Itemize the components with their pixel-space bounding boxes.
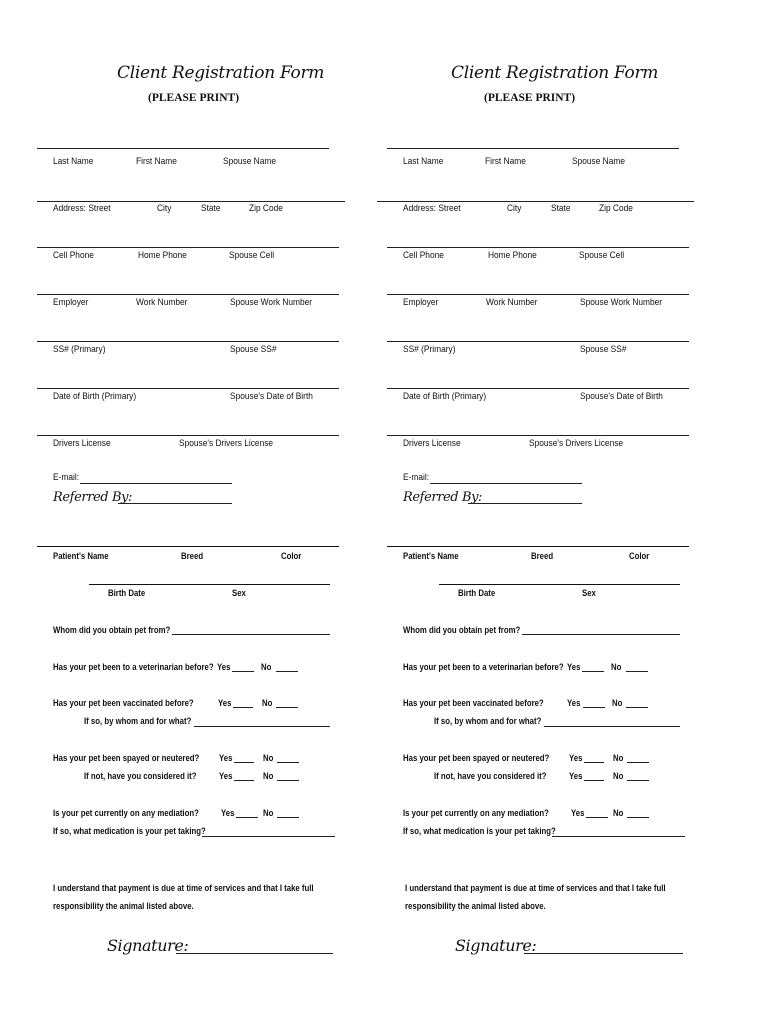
spouse-name-label: Spouse Name xyxy=(223,156,276,167)
color-label: Color xyxy=(281,551,302,562)
state-label: State xyxy=(201,203,221,214)
referred-by-field[interactable] xyxy=(118,503,232,504)
spouse-ss-label: Spouse SS# xyxy=(230,344,277,355)
patients-name-label: Patient's Name xyxy=(53,551,109,562)
spayed-yes-label: Yes xyxy=(219,753,233,764)
email-label: E-mail: xyxy=(53,472,80,483)
vaccinated-whom-field[interactable] xyxy=(194,726,330,727)
form-title: Client Registration Form xyxy=(117,63,325,83)
vet-yes-field[interactable] xyxy=(232,671,254,672)
medication-no-label: No xyxy=(263,808,274,819)
cell-phone-label: Cell Phone xyxy=(53,250,94,261)
medication-no-field[interactable] xyxy=(627,817,649,818)
signature-label: Signature: xyxy=(455,936,537,955)
first-name-label: First Name xyxy=(136,156,177,167)
vaccinated-label: Has your pet been vaccinated before? xyxy=(403,698,544,709)
vaccinated-whom-label: If so, by whom and for what? xyxy=(434,716,542,727)
spayed-yes-label: Yes xyxy=(569,753,583,764)
sex-label: Sex xyxy=(232,588,246,599)
employer-line[interactable] xyxy=(37,294,339,295)
birth-date-line[interactable] xyxy=(89,584,330,585)
address-line[interactable] xyxy=(377,201,694,202)
referred-by-label: Referred By: xyxy=(53,490,133,505)
email-field[interactable] xyxy=(80,483,232,484)
referred-by-label: Referred By: xyxy=(403,490,483,505)
medication-what-field[interactable] xyxy=(552,836,685,837)
spayed-no-field[interactable] xyxy=(627,762,649,763)
medication-what-label: If so, what medication is your pet taking? xyxy=(403,826,556,837)
spouse-cell-label: Spouse Cell xyxy=(579,250,625,261)
home-phone-label: Home Phone xyxy=(488,250,537,261)
work-number-label: Work Number xyxy=(486,297,538,308)
medication-yes-field[interactable] xyxy=(236,817,258,818)
vaccinated-yes-label: Yes xyxy=(567,698,581,709)
form-subtitle: (PLEASE PRINT) xyxy=(148,92,240,104)
medication-what-label: If so, what medication is your pet taking? xyxy=(53,826,206,837)
considered-yes-label: Yes xyxy=(569,771,583,782)
vet-before-label: Has your pet been to a veterinarian before? xyxy=(53,662,214,673)
agreement-line1: I understand that payment is due at time of services and that I take full xyxy=(53,883,314,894)
birth-date-label: Birth Date xyxy=(458,588,496,599)
ss-line[interactable] xyxy=(387,341,689,342)
sex-label: Sex xyxy=(582,588,596,599)
vaccinated-whom-label: If so, by whom and for what? xyxy=(84,716,192,727)
considered-label: If not, have you considered it? xyxy=(84,771,197,782)
form-title: Client Registration Form xyxy=(451,63,659,83)
spouse-drivers-license-label: Spouse's Drivers License xyxy=(529,438,624,449)
considered-yes-field[interactable] xyxy=(584,780,604,781)
email-field[interactable] xyxy=(430,483,582,484)
spouse-drivers-license-label: Spouse's Drivers License xyxy=(179,438,274,449)
license-line[interactable] xyxy=(37,435,339,436)
vet-yes-field[interactable] xyxy=(582,671,604,672)
birth-date-label: Birth Date xyxy=(108,588,146,599)
spayed-yes-field[interactable] xyxy=(234,762,254,763)
spayed-yes-field[interactable] xyxy=(584,762,604,763)
vet-before-label: Has your pet been to a veterinarian before? xyxy=(403,662,564,673)
breed-label: Breed xyxy=(531,551,554,562)
medication-no-field[interactable] xyxy=(277,817,299,818)
vet-no-label: No xyxy=(261,662,272,673)
address-street-label: Address: Street xyxy=(403,203,461,214)
color-label: Color xyxy=(629,551,650,562)
spayed-label: Has your pet been spayed or neutered? xyxy=(53,753,200,764)
dob-line[interactable] xyxy=(37,388,339,389)
signature-field[interactable] xyxy=(524,953,683,954)
spayed-label: Has your pet been spayed or neutered? xyxy=(403,753,550,764)
form-subtitle: (PLEASE PRINT) xyxy=(484,92,576,104)
medication-yes-label: Yes xyxy=(221,808,235,819)
spouse-dob-label: Spouse's Date of Birth xyxy=(580,391,663,402)
agreement-line2: responsibility the animal listed above. xyxy=(53,901,194,912)
vaccinated-no-label: No xyxy=(262,698,273,709)
medication-yes-field[interactable] xyxy=(586,817,608,818)
home-phone-label: Home Phone xyxy=(138,250,187,261)
dob-line[interactable] xyxy=(387,388,689,389)
ss-primary-label: SS# (Primary) xyxy=(403,344,456,355)
spouse-cell-label: Spouse Cell xyxy=(229,250,275,261)
ss-primary-label: SS# (Primary) xyxy=(53,344,106,355)
referred-by-field[interactable] xyxy=(468,503,582,504)
employer-label: Employer xyxy=(403,297,439,308)
dob-primary-label: Date of Birth (Primary) xyxy=(53,391,137,402)
last-name-label: Last Name xyxy=(403,156,444,167)
license-line[interactable] xyxy=(387,435,689,436)
signature-field[interactable] xyxy=(176,953,333,954)
vaccinated-yes-field[interactable] xyxy=(583,707,605,708)
employer-label: Employer xyxy=(53,297,89,308)
drivers-license-label: Drivers License xyxy=(403,438,461,449)
employer-line[interactable] xyxy=(387,294,689,295)
zip-code-label: Zip Code xyxy=(249,203,283,214)
spouse-ss-label: Spouse SS# xyxy=(580,344,627,355)
considered-yes-field[interactable] xyxy=(234,780,254,781)
phone-line[interactable] xyxy=(387,247,689,248)
spayed-no-label: No xyxy=(263,753,274,764)
spayed-no-label: No xyxy=(613,753,624,764)
birth-date-line[interactable] xyxy=(439,584,680,585)
medication-label: Is your pet currently on any mediation? xyxy=(403,808,549,819)
medication-label: Is your pet currently on any mediation? xyxy=(53,808,199,819)
spayed-no-field[interactable] xyxy=(277,762,299,763)
patients-name-label: Patient's Name xyxy=(403,551,459,562)
cell-phone-label: Cell Phone xyxy=(403,250,444,261)
patient-name-line[interactable] xyxy=(387,546,689,547)
considered-no-label: No xyxy=(263,771,274,782)
work-number-label: Work Number xyxy=(136,297,188,308)
vaccinated-no-label: No xyxy=(612,698,623,709)
considered-no-field[interactable] xyxy=(277,780,299,781)
signature-label: Signature: xyxy=(107,936,189,955)
vaccinated-no-field[interactable] xyxy=(626,707,648,708)
drivers-license-label: Drivers License xyxy=(53,438,111,449)
patient-name-line[interactable] xyxy=(37,546,339,547)
address-line[interactable] xyxy=(37,201,345,202)
vaccinated-whom-field[interactable] xyxy=(544,726,680,727)
spouse-work-number-label: Spouse Work Number xyxy=(580,297,663,308)
vet-yes-label: Yes xyxy=(567,662,581,673)
agreement-line2: responsibility the animal listed above. xyxy=(405,901,546,912)
city-label: City xyxy=(507,203,522,214)
vet-yes-label: Yes xyxy=(217,662,231,673)
obtained-from-label: Whom did you obtain pet from? xyxy=(53,625,171,636)
name-line[interactable] xyxy=(387,148,679,149)
state-label: State xyxy=(551,203,571,214)
medication-no-label: No xyxy=(613,808,624,819)
considered-label: If not, have you considered it? xyxy=(434,771,547,782)
vet-no-field[interactable] xyxy=(626,671,648,672)
agreement-line1: I understand that payment is due at time of services and that I take full xyxy=(405,883,666,894)
medication-what-field[interactable] xyxy=(202,836,335,837)
city-label: City xyxy=(157,203,172,214)
medication-yes-label: Yes xyxy=(571,808,585,819)
vet-no-label: No xyxy=(611,662,622,673)
considered-no-label: No xyxy=(613,771,624,782)
considered-no-field[interactable] xyxy=(627,780,649,781)
zip-code-label: Zip Code xyxy=(599,203,633,214)
considered-yes-label: Yes xyxy=(219,771,233,782)
registration-form-right xyxy=(350,0,735,1024)
obtained-from-field[interactable] xyxy=(522,634,680,635)
obtained-from-label: Whom did you obtain pet from? xyxy=(403,625,521,636)
spouse-work-number-label: Spouse Work Number xyxy=(230,297,313,308)
name-line[interactable] xyxy=(37,148,329,149)
vaccinated-no-field[interactable] xyxy=(276,707,298,708)
vaccinated-yes-label: Yes xyxy=(218,698,232,709)
first-name-label: First Name xyxy=(485,156,526,167)
dob-primary-label: Date of Birth (Primary) xyxy=(403,391,487,402)
breed-label: Breed xyxy=(181,551,204,562)
vet-no-field[interactable] xyxy=(276,671,298,672)
vaccinated-yes-field[interactable] xyxy=(233,707,253,708)
vaccinated-label: Has your pet been vaccinated before? xyxy=(53,698,194,709)
obtained-from-field[interactable] xyxy=(172,634,330,635)
address-street-label: Address: Street xyxy=(53,203,111,214)
email-label: E-mail: xyxy=(403,472,430,483)
spouse-dob-label: Spouse's Date of Birth xyxy=(230,391,313,402)
spouse-name-label: Spouse Name xyxy=(572,156,625,167)
last-name-label: Last Name xyxy=(53,156,94,167)
phone-line[interactable] xyxy=(37,247,339,248)
ss-line[interactable] xyxy=(37,341,339,342)
